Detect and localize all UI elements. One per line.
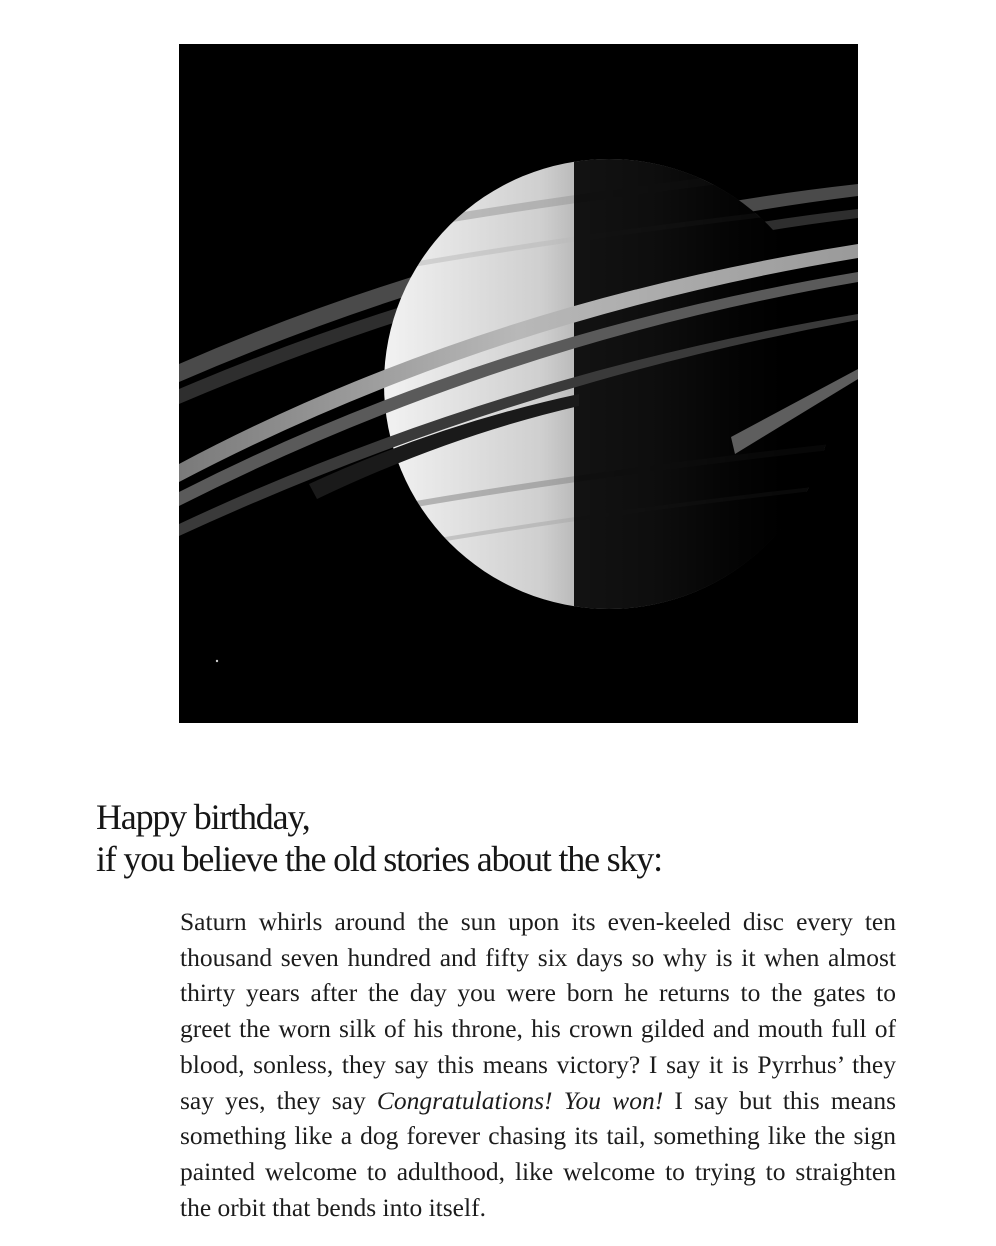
- page-title: [96, 796, 662, 880]
- poem-text-before: Saturn whirls around the sun upon its even-keeled disc every ten thousand seven hundred and fifty six days so why is it when almost thirty years after the day you were born he returns to the gates to greet the worn silk of his throne, his crown gilded and mouth full of blood, sonless, they say this means victory? I say it is Pyrrhus’ they say yes, they say: [180, 907, 896, 1115]
- poem-text-after: I say but this means something like a dog forever chasing its tail, something like the sign painted welcome to adulthood, like welcome to trying to straighten the orbit that bends into itself.: [180, 1085, 896, 1222]
- distant-moon: [216, 660, 218, 662]
- poem-body: [180, 904, 896, 1225]
- title-line-2: if you believe the old stories about the sky:: [96, 839, 662, 879]
- saturn-photo: [179, 44, 858, 723]
- title-line-1: Happy birthday,: [96, 797, 310, 837]
- poem-italic: Congratulations! You won!: [376, 1085, 664, 1115]
- saturn-illustration: [179, 44, 858, 723]
